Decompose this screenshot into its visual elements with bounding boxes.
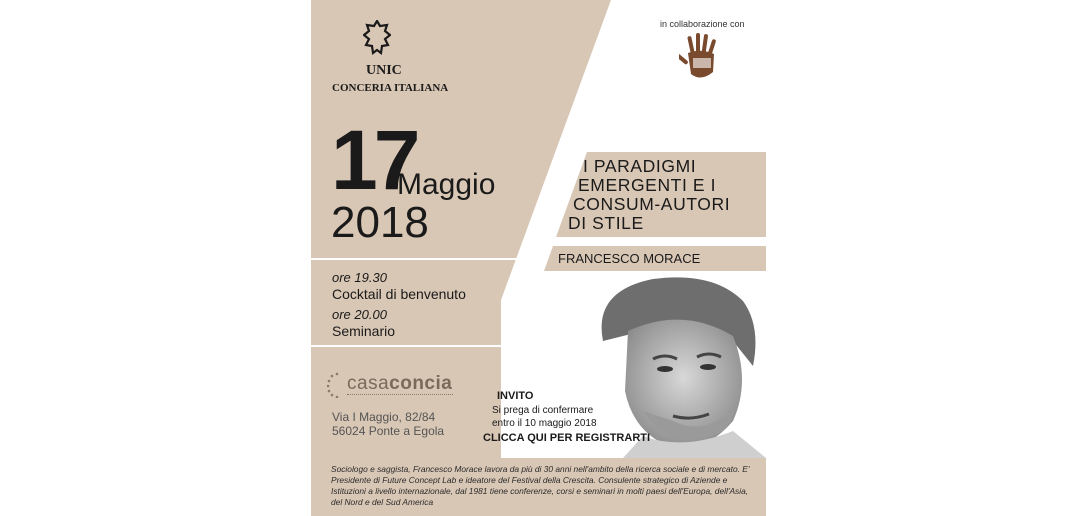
speaker-bio [311,458,766,516]
separator-line [311,258,526,260]
separator-line [311,345,501,347]
title-line3: CONSUM-AUTORI [573,194,731,214]
speaker-portrait [583,271,766,458]
venue-logo-part2: concia [389,373,453,394]
invite-heading: INVITO [497,390,534,402]
title-line1: I PARADIGMI [583,156,697,176]
venue-logo [347,373,452,395]
speaker-name: FRANCESCO MORACE [558,251,701,266]
handprint-icon [679,32,723,87]
date-day: 17 [331,113,417,207]
date-month: Maggio [397,168,496,201]
brand-name-line2: CONCERIA ITALIANA [332,82,449,94]
event-flyer [311,0,766,516]
speaker-name-band [544,246,766,271]
title-line2: EMERGENTI E I [578,175,717,195]
venue-address-line2: 56024 Ponte a Egola [332,424,445,438]
title-band [556,152,766,237]
schedule-time: ore 20.00 [332,307,387,322]
unic-logo-icon [363,20,391,65]
invite-line2: entro il 10 maggio 2018 [492,418,597,429]
schedule-time: ore 19.30 [332,270,387,285]
title-line4: DI STILE [568,213,644,233]
register-link[interactable]: CLICCA QUI PER REGISTRARTI [483,432,651,444]
venue-address-line1: Via I Maggio, 82/84 [332,410,436,424]
speaker-bio-text: Sociologo e saggista, Francesco Morace lavora da più di 30 anni nell'ambito della ricerca sociale e di mercato. E' Presidente di Future Concept Lab e ideatore del Festival della Crescita. Consulente strategico di Aziende e Istituzioni a livello internazionale, dal 1981 tiene conferenze, corsi e seminari in molti paesi dell'Europa, dell'Asia, del Nord e del Sud America [331,464,750,507]
brand-name-line1: UNIC [366,63,402,78]
date-year: 2018 [331,198,429,247]
event-title [568,156,731,233]
partner-label: in collaborazione con [660,19,745,29]
venue-logo-part1: casa [347,373,390,394]
venue-logo-underline [347,394,453,397]
schedule-event: Cocktail di benvenuto [332,286,466,302]
invite-line1: Si prega di confermare [492,405,594,416]
casaconcia-logo-icon [327,372,347,403]
schedule-event: Seminario [332,323,396,339]
